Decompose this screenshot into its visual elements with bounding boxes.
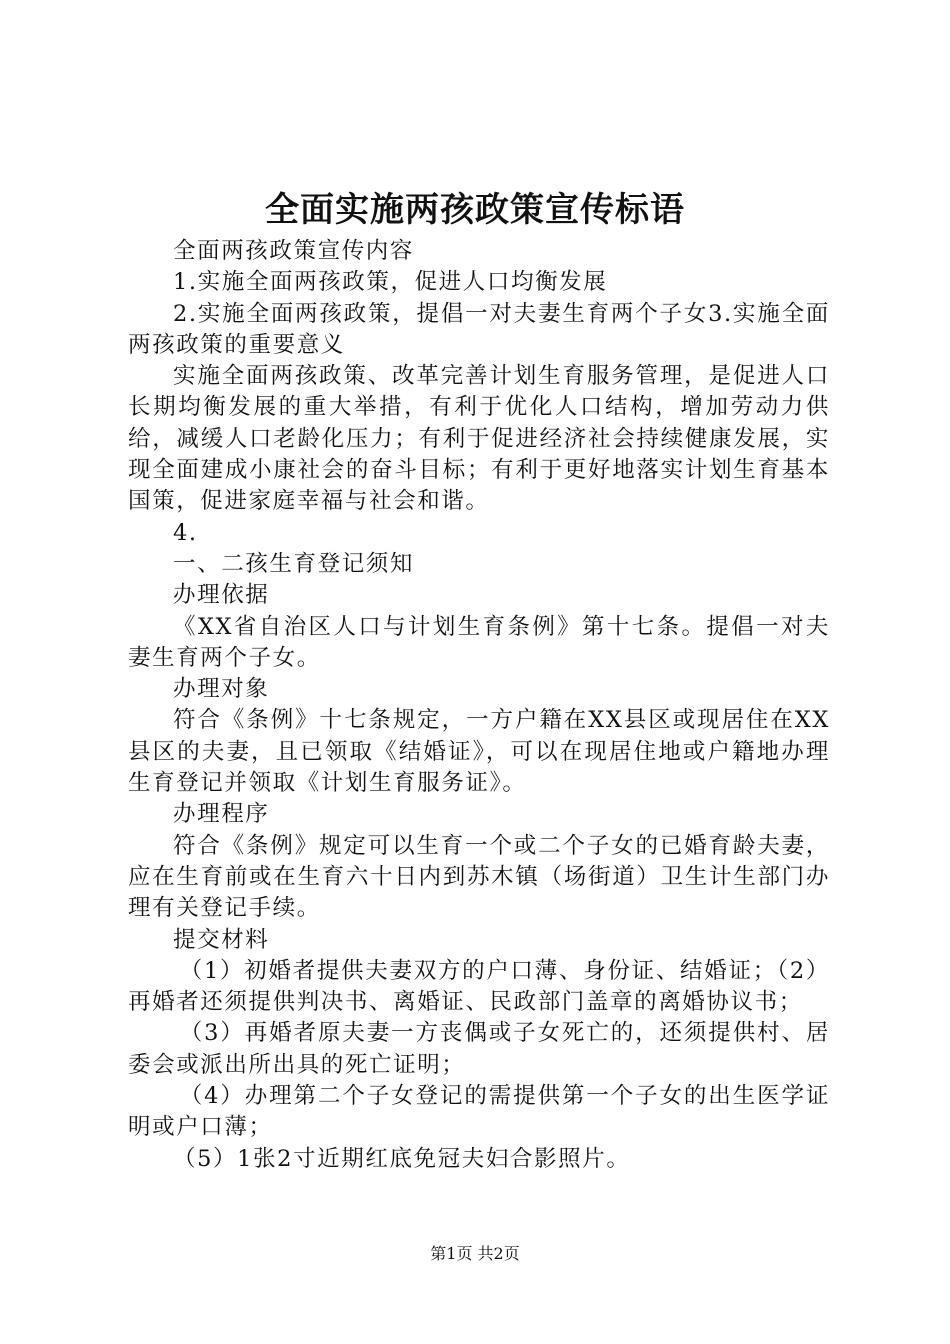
subheading: 提交材料	[173, 926, 270, 953]
page-total: 共2页	[477, 1244, 520, 1263]
paragraph: 符合《条例》规定可以生育一个或二个子女的已婚育龄夫妻，应在生育前或在生育六十日内到苏木镇（场街道）卫生计生部门办理有关登记手续。	[128, 832, 830, 922]
document-title: 全面实施两孩政策宣传标语	[265, 190, 685, 230]
subheading: 办理程序	[173, 801, 270, 828]
list-item: （4）办理第二个子女登记的需提供第一个子女的出生医学证明或户口薄；	[128, 1083, 830, 1141]
section-heading: 一、二孩生育登记须知	[173, 550, 415, 577]
paragraph: 实施全面两孩政策、改革完善计划生育服务管理，是促进人口长期均衡发展的重大举措，有利于优化人口结构，增加劳动力供给，减缓人口老龄化压力；有利于促进经济社会持续健康发展，实现全面建成小康社会的奋斗目标；有利于更好地落实计划生育基本国策，促进家庭幸福与社会和谐。	[128, 363, 830, 515]
page-number: 第1页	[430, 1244, 473, 1263]
list-item: （5）1张2寸近期红底免冠夫妇合影照片。	[173, 1145, 631, 1172]
paragraph: 《XX省自治区人口与计划生育条例》第十七条。提倡一对夫妻生育两个子女。	[128, 613, 830, 671]
document-body	[128, 236, 830, 1175]
paragraph: 4.	[173, 519, 198, 546]
paragraph: 2.实施全面两孩政策，提倡一对夫妻生育两个子女3.实施全面两孩政策的重要意义	[128, 300, 830, 358]
page-footer	[0, 1243, 950, 1265]
paragraph: 符合《条例》十七条规定，一方户籍在XX县区或现居住在XX县区的夫妻，且已领取《结婚证》，可以在现居住地或户籍地办理生育登记并领取《计划生育服务证》。	[128, 707, 830, 797]
list-item: （1）初婚者提供夫妻双方的户口薄、身份证、结婚证；（2）再婚者还须提供判决书、离婚证、民政部门盖章的离婚协议书；	[128, 957, 830, 1016]
subheading: 办理依据	[173, 582, 270, 609]
paragraph: 1.实施全面两孩政策，促进人口均衡发展	[173, 269, 608, 296]
subheading: 办理对象	[173, 676, 270, 703]
paragraph: 全面两孩政策宣传内容	[173, 238, 415, 264]
list-item: （3）再婚者原夫妻一方丧偶或子女死亡的，还须提供村、居委会或派出所出具的死亡证明；	[128, 1020, 830, 1078]
